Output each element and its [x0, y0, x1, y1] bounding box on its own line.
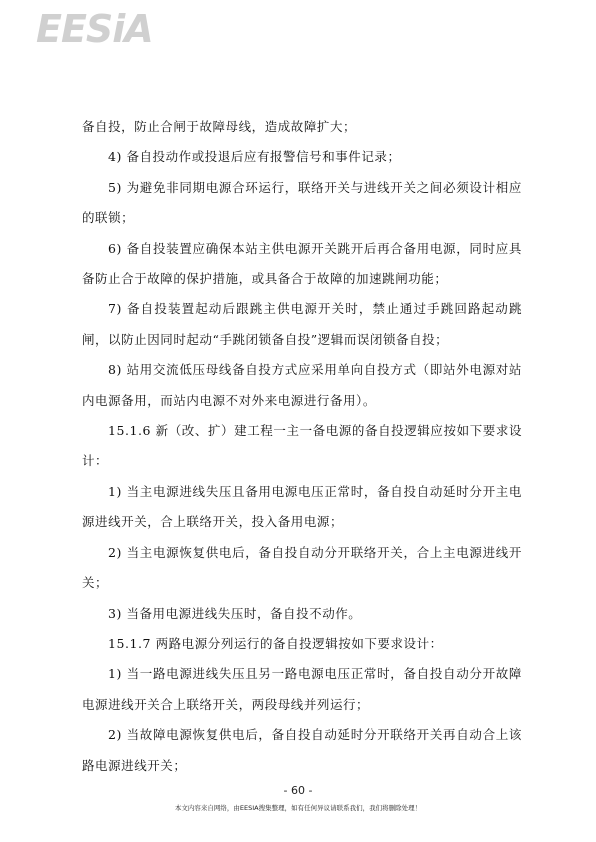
footer-disclaimer: 本文内容来自网络，由EESIA搜集整理，如有任何异议请联系我们，我们将删除处理！ [174, 804, 422, 812]
paragraph-7: 1) 当主电源进线失压且备用电源电压正常时，备自投自动延时分开主电源进线开关，合上联络开关，投入备用电源； [82, 483, 522, 530]
document-body [82, 112, 522, 781]
eesia-logo [34, 6, 154, 50]
paragraph-5: 8) 站用交流低压母线备自投方式应采用单向自投方式（即站外电源对站内电源备用，而站内电源不对外来电源进行备用）。 [82, 362, 522, 408]
paragraph-12: 2) 当故障电源恢复供电后，备自投自动延时分开联络开关再自动合上该路电源进线开关； [82, 727, 522, 773]
paragraph-6: 15.1.6 新（改、扩）建工程一主一备电源的备自投逻辑应按如下要求设计： [82, 423, 522, 469]
paragraph-9: 3) 当备用电源进线失压时，备自投不动作。 [108, 605, 362, 621]
logo-text: EESiA [36, 7, 153, 50]
paragraph-2: 5) 为避免非同期电源合环运行，联络开关与进线开关之间必须设计相应的联锁； [82, 179, 522, 226]
page-number: - 60 - [283, 784, 313, 797]
paragraph-3: 6) 备自投装置应确保本站主供电源开关跳开后再合备用电源，同时应具备防止合于故障的保护措施，或具备合于故障的加速跳闸功能； [82, 240, 522, 287]
paragraph-8: 2) 当主电源恢复供电后，备自投自动分开联络开关，合上主电源进线开关； [82, 544, 522, 591]
paragraph-4: 7) 备自投装置起动后跟跳主供电源开关时，禁止通过手跳回路起动跳闸，以防止因同时起动“手跳闭锁备自投”逻辑而误闭锁备自投； [82, 301, 522, 347]
paragraph-1: 4) 备自投动作或投退后应有报警信号和事件记录； [108, 149, 401, 165]
paragraph-10: 15.1.7 两路电源分列运行的备自投逻辑按如下要求设计： [108, 635, 443, 651]
paragraph-0: 备自投，防止合闸于故障母线，造成故障扩大； [82, 119, 357, 134]
paragraph-11: 1) 当一路电源进线失压且另一路电源电压正常时，备自投自动分开故障电源进线开关合上联络开关，两段母线并列运行； [82, 666, 522, 712]
